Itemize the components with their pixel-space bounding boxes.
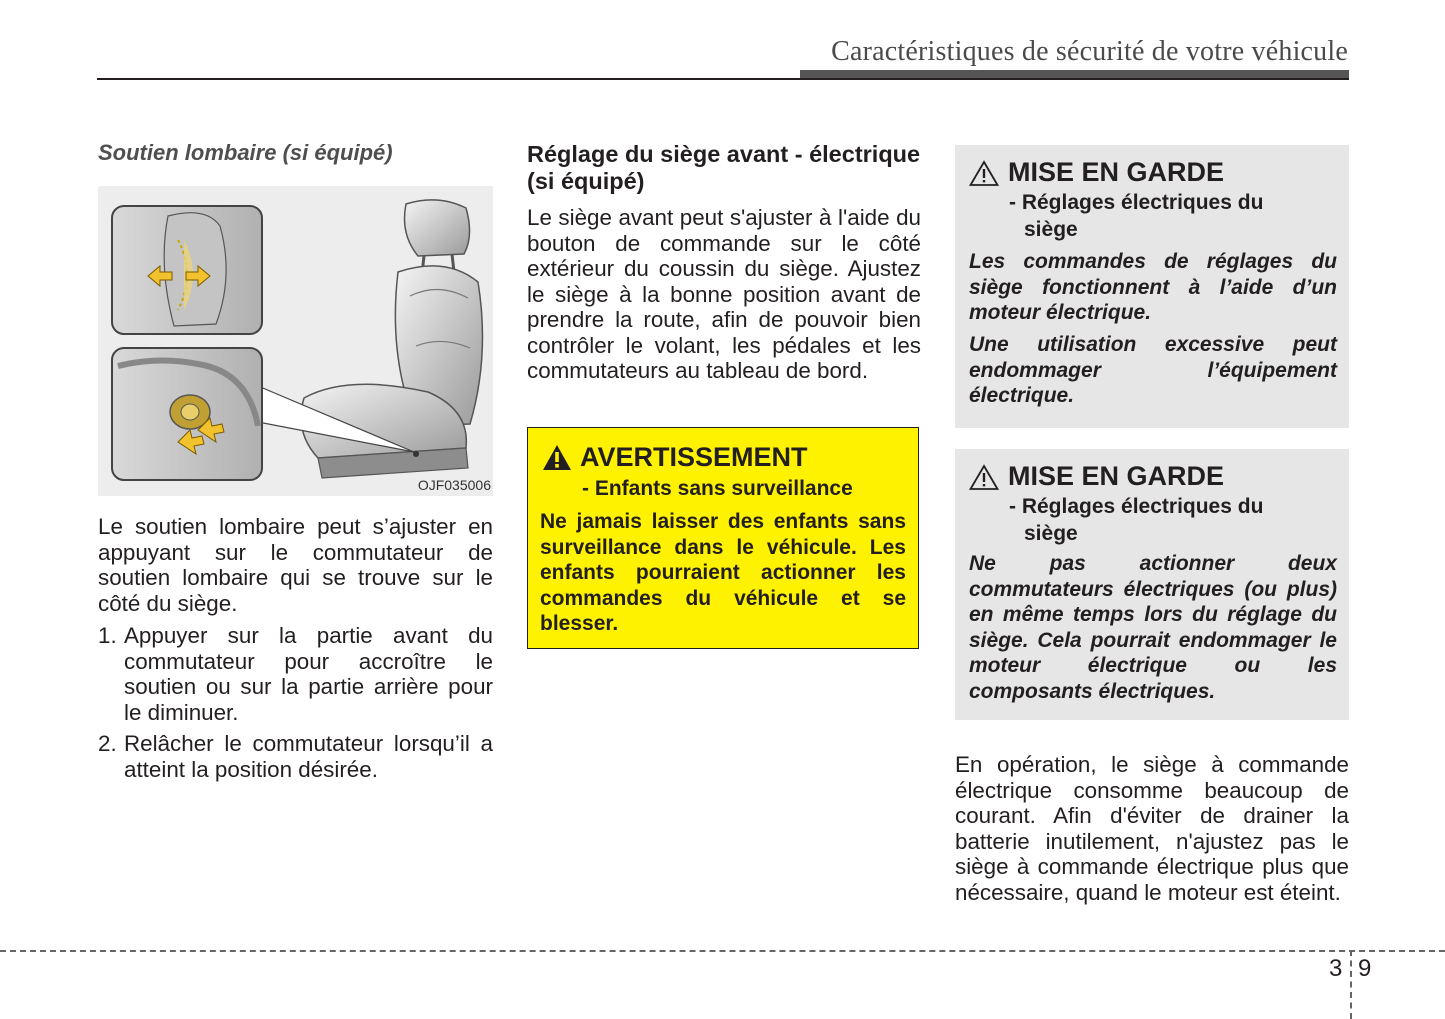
header-rule (97, 78, 1349, 80)
caution-title: MISE EN GARDE (1008, 461, 1225, 491)
warning-subtitle: - Enfants sans surveillance (582, 477, 853, 500)
warning-title-row (542, 442, 808, 473)
caution-text-2: Une utilisation excessive peut endommager l’équipement électrique. (969, 333, 1337, 407)
caution-text-1: Les commandes de réglages du siège fonctionnent à l’aide d’un moteur électrique. (969, 250, 1337, 324)
step-text: Relâcher le commutateur lorsqu’il a atteint la position désirée. (124, 731, 493, 782)
step-text: Appuyer sur la partie avant du commutateur pour accroître le soutien ou sur la partie arrière pour le diminuer. (124, 623, 493, 725)
list-item (98, 623, 493, 725)
lumbar-steps (98, 623, 493, 788)
step-number: 1. (98, 623, 117, 648)
power-seat-paragraph: Le siège avant peut s'ajuster à l'aide du bouton de commande sur le côté extérieur du coussin du siège. Ajustez le siège à la bonne position avant de prendre la route, afin de pouvoir bien contrôler le volant, les pédales et les commutateurs au tableau de bord. (527, 205, 921, 383)
warning-triangle-icon (542, 444, 572, 471)
caution-box-2 (955, 449, 1349, 720)
lumbar-paragraph: Le soutien lombaire peut s’ajuster en appuyant sur le commutateur de soutien lombaire qui se trouve sur le côté du siège. (98, 514, 493, 616)
caution-box-1 (955, 145, 1349, 428)
warning-text: Ne jamais laisser des enfants sans surveillance dans le véhicule. Les enfants pourraient actionner les commandes du véhicule et se blesser. (540, 510, 906, 635)
caution-triangle-icon (969, 464, 999, 490)
list-item (98, 731, 493, 782)
step-number: 2. (98, 731, 117, 756)
caution-subtitle (1009, 189, 1329, 243)
caution-subtitle (1009, 493, 1329, 547)
power-seat-heading: Réglage du siège avant - électrique (si équipé) (527, 141, 921, 194)
seat-drawing (98, 186, 493, 496)
figure-code: OJF035006 (417, 477, 491, 493)
caution-title: MISE EN GARDE (1008, 157, 1225, 187)
power-consumption-paragraph: En opération, le siège à commande électrique consomme beaucoup de courant. Afin d'éviter de drainer la batterie inutilement, n'ajustez pas le siège à commande électrique plus que nécessaire, quand le moteur est éteint. (955, 752, 1349, 905)
footer-dashed-rule (0, 950, 1445, 952)
warning-box (527, 427, 919, 649)
page-number: 9 (1358, 955, 1372, 982)
caution-subtitle-line1: - Réglages électriques du (1009, 495, 1264, 518)
seat-illustration (98, 186, 493, 496)
header-title: Caractéristiques de sécurité de votre véhicule (831, 36, 1348, 67)
caution-subtitle-line2: siège (1024, 522, 1078, 545)
caution-triangle-icon (969, 160, 999, 186)
footer-page-divider (1350, 950, 1352, 1019)
caution-text-1: Ne pas actionner deux commutateurs électriques (ou plus) en même temps lors du réglage du siège. Cela pourrait endommager le moteur électrique ou les composants électriques. (969, 552, 1337, 703)
lumbar-subheading: Soutien lombaire (si équipé) (98, 140, 393, 165)
warning-title: AVERTISSEMENT (580, 442, 808, 472)
caution-subtitle-line1: - Réglages électriques du (1009, 191, 1264, 214)
caution-subtitle-line2: siège (1024, 218, 1078, 241)
chapter-number: 3 (1329, 955, 1343, 982)
caution-title-row (969, 461, 1224, 492)
caution-title-row (969, 157, 1224, 188)
